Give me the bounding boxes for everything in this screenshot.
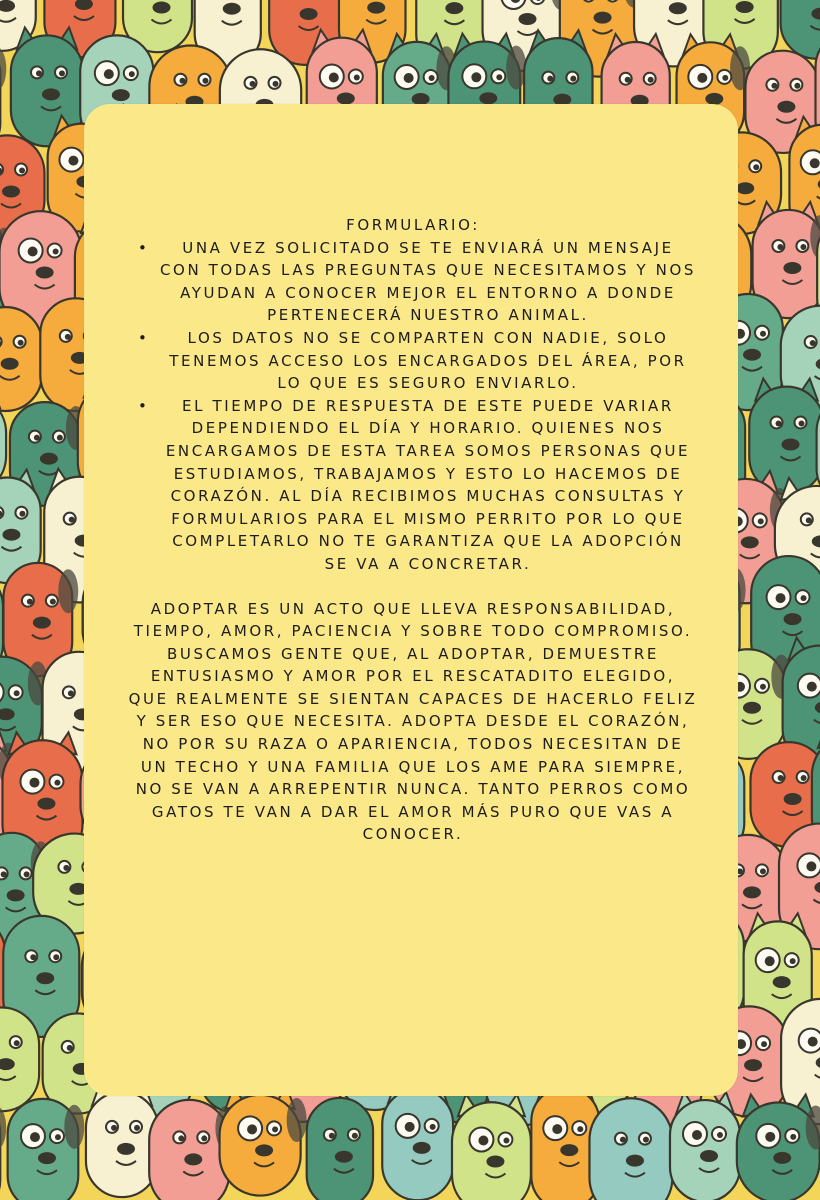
closing-paragraph: ADOPTAR ES UN ACTO QUE LLEVA RESPONSABILIDAD, TIEMPO, AMOR, PACIENCIA Y SOBRE TODO COMPROMISO. BUSCAMOS GENTE QUE, AL ADOPTAR, DEMUESTRE ENTUSIASMO Y AMOR POR EL RESCATADITO ELEGIDO, QUE REALMENTE SE SIENTAN CAPACES DE HACERLO FELIZ Y SER ESO QUE NECESITA. ADOPTA DESDE EL CORAZÓN, NO POR SU RAZA O APARIENCIA, TODOS NECESITAN DE UN TECHO Y UNA FAMILIA QUE LOS AME PARA SIEMPRE, NO SE VAN A ARREPENTIR NUNCA. TANTO PERROS COMO GATOS TE VAN A DAR EL AMOR MÁS PURO QUE VAS A CONOCER. <box>128 599 698 844</box>
form-bullet-item: • UNA VEZ SOLICITADO SE TE ENVIARÁ UN MENSAJE CON TODAS LAS PREGUNTAS QUE NECESITAMOS Y NOS AYUDAN A CONOCER MEJOR EL ENTORNO A DONDE PERTENECERÁ NUESTRO ANIMAL. <box>128 237 698 327</box>
form-bullet-item: • LOS DATOS NO SE COMPARTEN CON NADIE, SOLO TENEMOS ACCESO LOS ENCARGADOS DEL ÁREA, POR LO QUE ES SEGURO ENVIARLO. <box>128 327 698 395</box>
form-bullet-list <box>128 237 698 576</box>
content-block <box>128 214 698 846</box>
form-bullet-item: • EL TIEMPO DE RESPUESTA DE ESTE PUEDE VARIAR DEPENDIENDO EL DÍA Y HORARIO. QUIENES NOS ENCARGAMOS DE ESTA TAREA SOMOS PERSONAS QUE ESTUDIAMOS, TRABAJAMOS Y ESTO LO HACEMOS DE CORAZÓN. AL DÍA RECIBIMOS MUCHAS CONSULTAS Y FORMULARIOS PARA EL MISMO PERRITO POR LO QUE COMPLETARLO NO TE GARANTIZA QUE LA ADOPCIÓN SE VA A CONCRETAR. <box>128 395 698 576</box>
form-heading: FORMULARIO: <box>346 216 480 234</box>
